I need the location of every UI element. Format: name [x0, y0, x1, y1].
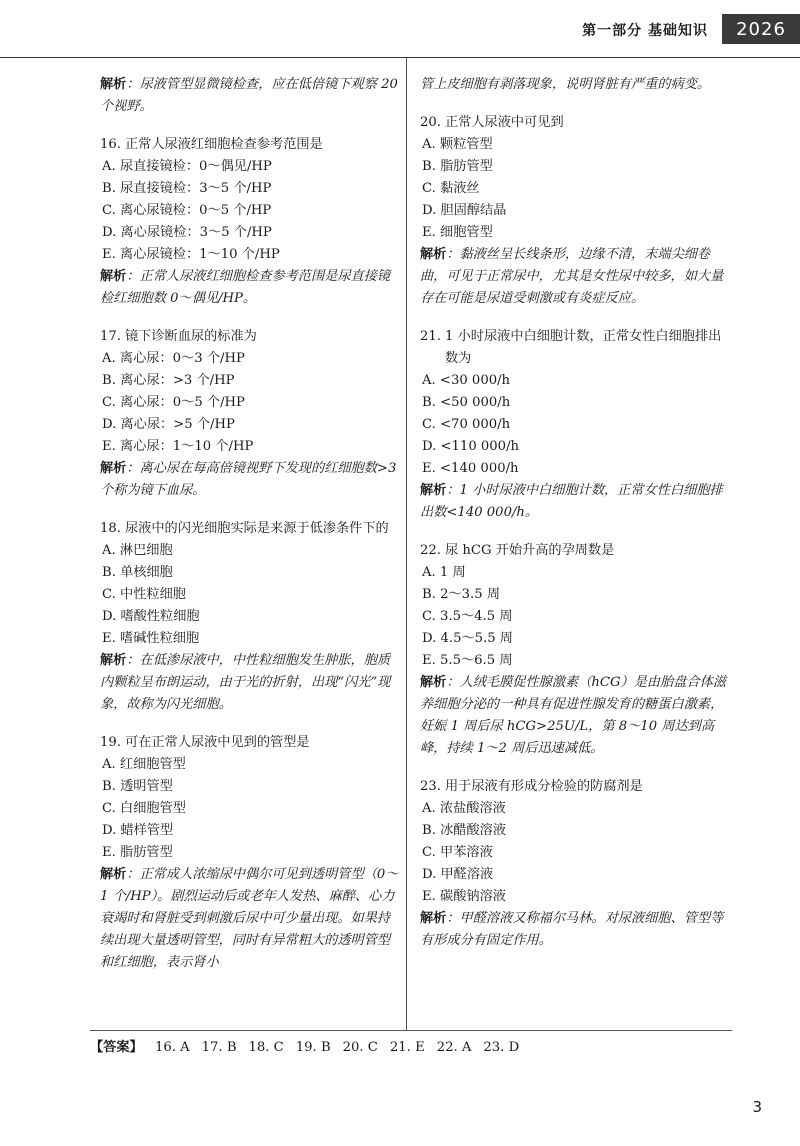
analysis — [100, 864, 400, 974]
question-stem — [420, 776, 732, 798]
left-column — [100, 74, 400, 990]
right-column — [420, 74, 732, 968]
answer-option: A. 红细胞管型 — [102, 757, 186, 772]
answer-option: B. 2～3.5 周 — [422, 587, 501, 602]
analysis-text: ：黏液丝呈长线条形，边缘不清，末端尖细卷曲，可见于正常尿中，尤其是女性尿中较多，如大量存在可能是尿道受刺激或有炎症反应。 — [420, 247, 724, 306]
answer-option: B. 透明管型 — [102, 779, 173, 794]
answer-item: 18. C — [248, 1040, 284, 1055]
answer-option: B. 冰醋酸溶液 — [422, 823, 507, 838]
question-text: 可在正常人尿液中见到的管型是 — [124, 735, 310, 750]
analysis — [100, 458, 400, 502]
answer-option: D. 胆固醇结晶 — [422, 203, 507, 218]
question-number: 16. — [100, 137, 121, 152]
question-block — [420, 776, 732, 952]
question-number: 23. — [420, 779, 441, 794]
answer-option: B. 离心尿：>3 个/HP — [102, 373, 235, 388]
analysis-label: 解析 — [100, 653, 127, 668]
analysis-text: ：在低渗尿液中，中性粒细胞发生肿胀，胞质内颗粒呈布朗运动，由于光的折射，出现“闪光”现象，故称为闪光细胞。 — [100, 653, 391, 712]
answer-key — [90, 1036, 531, 1055]
header-rule — [0, 57, 800, 58]
answer-option: D. 4.5～5.5 周 — [422, 631, 513, 646]
answer-option: B. 单核细胞 — [102, 565, 173, 580]
answer-key-label: 【答案】 — [90, 1040, 143, 1055]
answer-option: C. 甲苯溶液 — [422, 845, 493, 860]
question-stem — [100, 732, 400, 754]
answer-option: C. 离心尿：0～5 个/HP — [102, 395, 245, 410]
answer-option: B. 尿直接镜检：3～5 个/HP — [102, 181, 272, 196]
question-stem — [100, 518, 400, 540]
answer-option: D. 嗜酸性粒细胞 — [102, 609, 200, 624]
analysis — [100, 266, 400, 310]
page-header — [0, 0, 800, 58]
section-label: 第一部分 基础知识 — [582, 23, 708, 39]
answer-option: C. 中性粒细胞 — [102, 587, 186, 602]
question-stem — [420, 112, 732, 134]
analysis-text: ：1 小时尿液中白细胞计数，正常女性白细胞排出数<140 000/h。 — [420, 483, 723, 520]
question-number: 17. — [100, 329, 121, 344]
question-text: 正常人尿液中可见到 — [444, 115, 564, 130]
page-number: 3 — [752, 1098, 762, 1116]
answer-item: 19. B — [295, 1040, 331, 1055]
answers-rule — [90, 1030, 732, 1031]
answer-option: E. 脂肪管型 — [102, 845, 173, 860]
answer-item: 20. C — [342, 1040, 378, 1055]
analysis-label: 解析 — [420, 483, 447, 498]
answer-item: 16. A — [154, 1040, 190, 1055]
question-stem — [420, 540, 732, 562]
answer-option: E. <140 000/h — [422, 461, 519, 476]
analysis — [100, 650, 400, 716]
question-text: 尿液中的闪光细胞实际是来源于低渗条件下的 — [124, 521, 389, 536]
answer-option: A. 离心尿：0～3 个/HP — [102, 351, 245, 366]
question-text: 镜下诊断血尿的标准为 — [124, 329, 257, 344]
answer-item: 22. A — [436, 1040, 472, 1055]
question-text: 尿 hCG 开始升高的孕周数是 — [444, 543, 615, 558]
question-block — [420, 326, 732, 524]
analysis-text: ：甲醛溶液又称福尔马林。对尿液细胞、管型等有形成分有固定作用。 — [420, 911, 724, 948]
analysis-label: 解析 — [100, 77, 127, 92]
analysis-label: 解析 — [100, 867, 127, 882]
analysis-text: ：人绒毛膜促性腺激素（hCG）是由胎盘合体滋养细胞分泌的一种具有促进性腺发育的糖蛋白激素，妊娠 1 周后尿 hCG>25U/L，第 8～10 周达到高峰，持续 1～2 周后迅速减低。 — [420, 675, 727, 756]
answer-option: E. 5.5～6.5 周 — [422, 653, 513, 668]
question-stem — [100, 326, 400, 348]
analysis — [420, 244, 732, 310]
answer-key-items — [155, 1040, 531, 1055]
answer-option: C. <70 000/h — [422, 417, 511, 432]
answer-option: C. 白细胞管型 — [102, 801, 186, 816]
answer-option: A. 尿直接镜检：0～偶见/HP — [102, 159, 272, 174]
question-text: 1 小时尿液中白细胞计数，正常女性白细胞排出数为 — [444, 329, 722, 366]
question-number: 22. — [420, 543, 441, 558]
question-stem — [100, 134, 400, 156]
question-block — [100, 732, 400, 974]
analysis-text: ：正常成人浓缩尿中偶尔可见到透明管型（0～1 个/HP）。剧烈运动后或老年人发热、麻醉、心力衰竭时和肾脏受到刺激后尿中可少量出现。如果持续出现大量透明管型，同时有异常粗大的透明管型和红细胞，表示肾小 — [100, 867, 399, 970]
question-block — [100, 326, 400, 502]
analysis-label: 解析 — [420, 675, 447, 690]
answer-option: B. <50 000/h — [422, 395, 511, 410]
analysis-label: 解析 — [420, 247, 447, 262]
answer-option: A. <30 000/h — [422, 373, 511, 388]
column-divider — [406, 58, 407, 1030]
year-badge: 2026 — [722, 14, 800, 44]
analysis — [420, 908, 732, 952]
answer-item: 21. E — [389, 1040, 425, 1055]
answer-option: D. 蜡样管型 — [102, 823, 174, 838]
answer-option: C. 3.5～4.5 周 — [422, 609, 513, 624]
answer-item: 23. D — [483, 1040, 520, 1055]
analysis-label: 解析 — [100, 461, 127, 476]
answer-option: A. 颗粒管型 — [422, 137, 493, 152]
question-stem — [420, 326, 732, 370]
answer-option: A. 淋巴细胞 — [102, 543, 173, 558]
continued-analysis: 管上皮细胞有剥落现象，说明肾脏有严重的病变。 — [420, 77, 711, 92]
question-block — [100, 134, 400, 310]
answer-option: E. 碳酸钠溶液 — [422, 889, 506, 904]
question-block — [420, 540, 732, 760]
question-number: 20. — [420, 115, 441, 130]
question-text: 正常人尿液红细胞检查参考范围是 — [124, 137, 323, 152]
answer-option: D. <110 000/h — [422, 439, 520, 454]
answer-option: E. 细胞管型 — [422, 225, 493, 240]
answer-option: D. 离心尿镜检：3～5 个/HP — [102, 225, 272, 240]
answer-option: C. 黏液丝 — [422, 181, 480, 196]
analysis-label: 解析 — [100, 269, 127, 284]
answer-option: B. 脂肪管型 — [422, 159, 493, 174]
answer-option: A. 1 周 — [422, 565, 466, 580]
intro-analysis — [100, 74, 400, 118]
answer-option: E. 离心尿镜检：1～10 个/HP — [102, 247, 280, 262]
answer-option: C. 离心尿镜检：0～5 个/HP — [102, 203, 272, 218]
right-question-list — [420, 112, 732, 952]
analysis — [420, 672, 732, 760]
analysis-text: ：正常人尿液红细胞检查参考范围是尿直接镜检红细胞数 0～偶见/HP。 — [100, 269, 391, 306]
question-number: 21. — [420, 329, 441, 344]
question-block — [420, 112, 732, 310]
analysis — [420, 480, 732, 524]
analysis-text: ：尿液管型显微镜检查，应在低倍镜下观察 20 个视野。 — [100, 77, 398, 114]
answer-option: D. 离心尿：>5 个/HP — [102, 417, 235, 432]
question-block — [100, 518, 400, 716]
question-number: 18. — [100, 521, 121, 536]
answer-item: 17. B — [201, 1040, 237, 1055]
answer-option: E. 嗜碱性粒细胞 — [102, 631, 200, 646]
analysis-text: ：离心尿在每高倍镜视野下发现的红细胞数>3 个称为镜下血尿。 — [100, 461, 397, 498]
answer-option: D. 甲醛溶液 — [422, 867, 494, 882]
question-text: 用于尿液有形成分检验的防腐剂是 — [444, 779, 643, 794]
left-question-list — [100, 134, 400, 974]
answer-option: E. 离心尿：1～10 个/HP — [102, 439, 254, 454]
question-number: 19. — [100, 735, 121, 750]
answer-option: A. 浓盐酸溶液 — [422, 801, 506, 816]
analysis-label: 解析 — [420, 911, 447, 926]
